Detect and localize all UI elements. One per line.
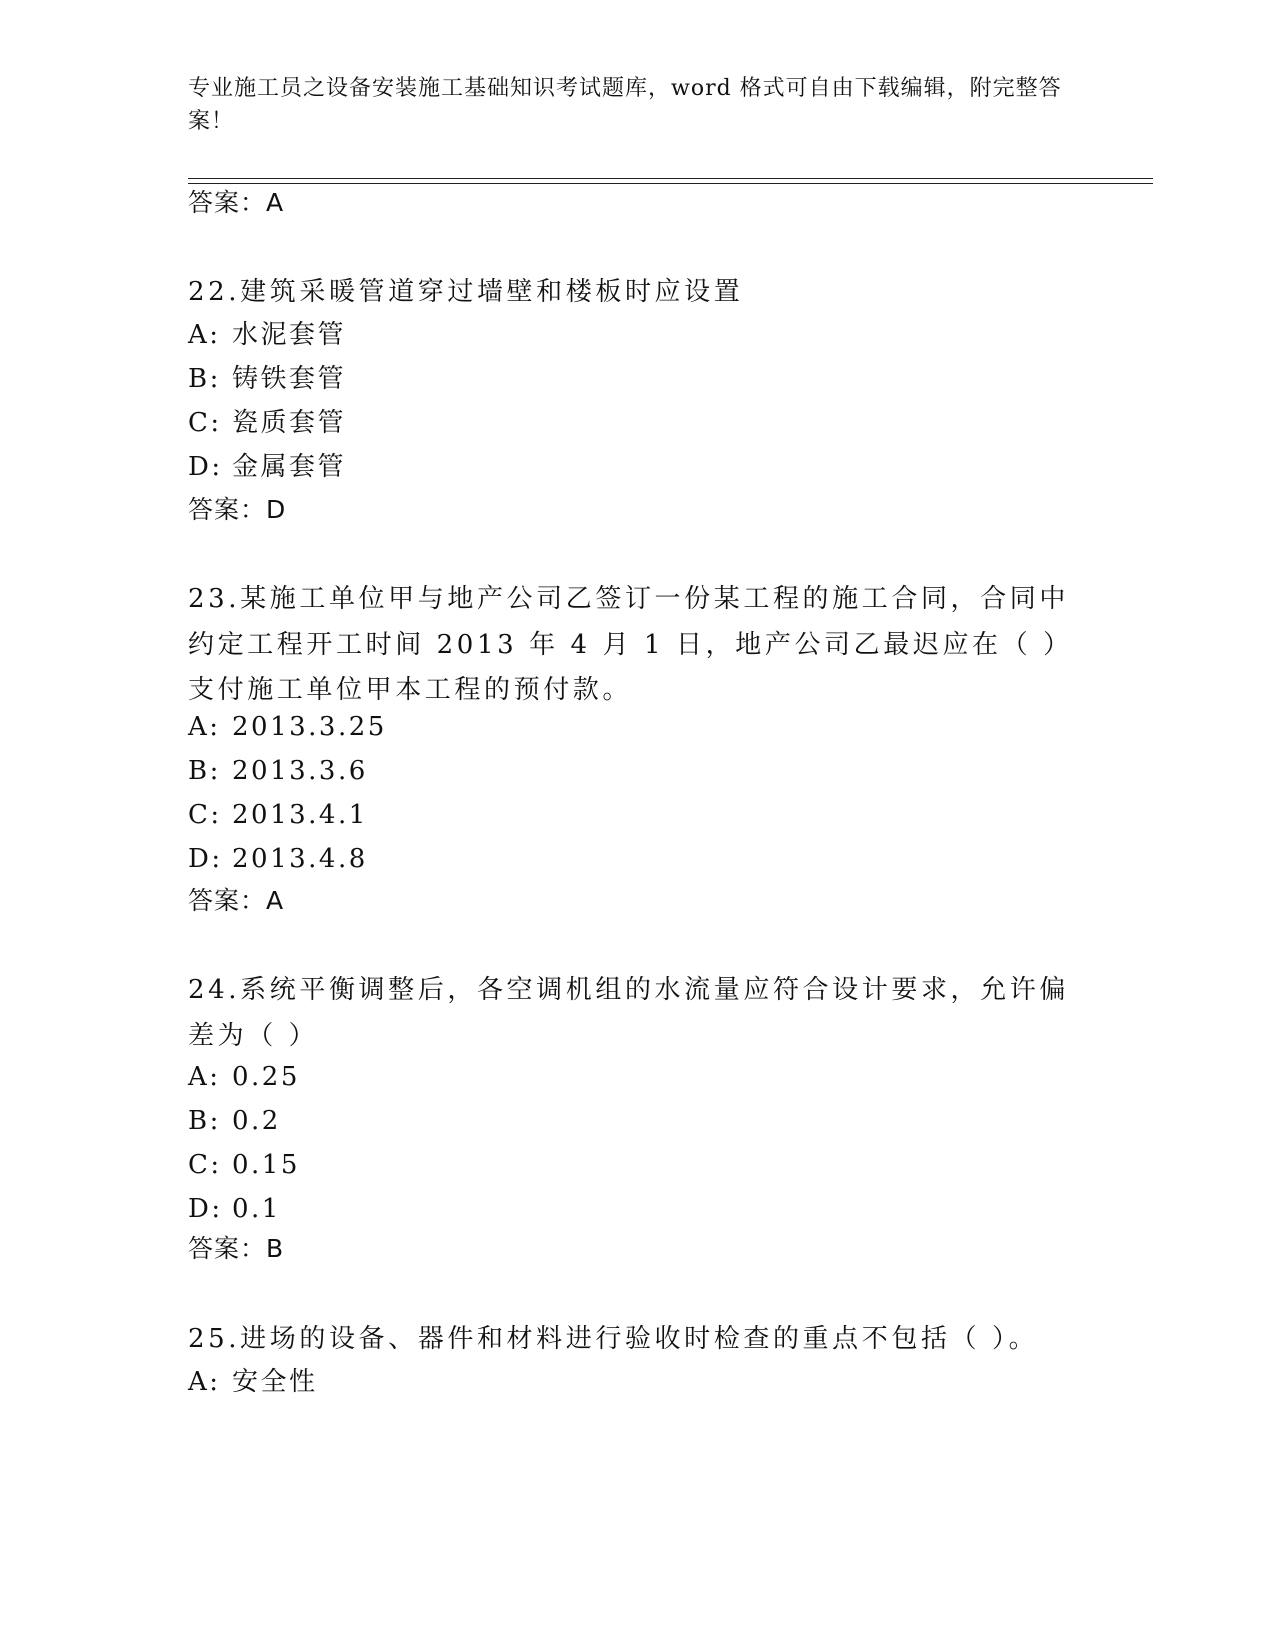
option-text: 水泥套管 — [232, 320, 347, 350]
previous-answer: 答案：A — [188, 188, 285, 217]
option-text: 2013.3.6 — [232, 756, 368, 786]
question-stem: 22.建筑采暖管道穿过墙壁和楼板时应设置 — [188, 277, 744, 307]
option-letter: C: — [188, 408, 222, 438]
option-text: 0.1 — [232, 1194, 281, 1224]
option-b — [188, 751, 368, 791]
answer-line: 答案：D — [188, 495, 287, 524]
option-text: 0.2 — [232, 1106, 281, 1136]
option-letter: C: — [188, 800, 222, 830]
option-text: 2013.4.8 — [232, 844, 368, 874]
document-header: 专业施工员之设备安装施工基础知识考试题库，word 格式可自由下载编辑，附完整答案！ — [188, 76, 1062, 134]
option-c — [188, 1145, 300, 1185]
option-text: 瓷质套管 — [232, 408, 347, 438]
option-text: 2013.4.1 — [232, 800, 368, 830]
option-d — [188, 447, 346, 487]
option-letter: D: — [188, 844, 223, 874]
option-letter: B: — [188, 756, 221, 786]
option-text: 2013.3.25 — [232, 712, 387, 742]
option-text: 0.15 — [232, 1150, 300, 1180]
answer-line: 答案：B — [188, 1234, 285, 1263]
option-letter: B: — [188, 364, 221, 394]
option-text: 金属套管 — [232, 452, 347, 482]
option-letter: A: — [188, 320, 221, 350]
option-a — [188, 1362, 318, 1402]
option-letter: D: — [188, 452, 223, 482]
option-letter: D: — [188, 1194, 223, 1224]
option-c — [188, 795, 368, 835]
header-divider-top — [188, 178, 1153, 179]
option-text: 安全性 — [232, 1367, 318, 1397]
option-a — [188, 707, 387, 747]
option-c — [188, 403, 346, 443]
option-d — [188, 1189, 281, 1229]
answer-line: 答案：A — [188, 886, 285, 915]
question-stem: 23.某施工单位甲与地产公司乙签订一份某工程的施工合同，合同中约定工程开工时间 2013 年 4 月 1 日，地产公司乙最迟应在（ ）支付施工单位甲本工程的预付款。 — [188, 584, 1073, 705]
option-text: 铸铁套管 — [232, 364, 347, 394]
option-b — [188, 1101, 281, 1141]
option-letter: A: — [188, 1367, 221, 1397]
question-stem: 24.系统平衡调整后，各空调机组的水流量应符合设计要求，允许偏差为（ ） — [188, 975, 1069, 1051]
option-text: 0.25 — [232, 1062, 300, 1092]
option-letter: C: — [188, 1150, 222, 1180]
option-a — [188, 1057, 300, 1097]
header-divider-bottom — [188, 183, 1153, 184]
option-letter: A: — [188, 1062, 221, 1092]
question-stem: 25.进场的设备、器件和材料进行验收时检查的重点不包括（ ）。 — [188, 1324, 1039, 1354]
option-d — [188, 839, 368, 879]
option-b — [188, 359, 346, 399]
option-letter: A: — [188, 712, 221, 742]
option-a — [188, 315, 346, 355]
option-letter: B: — [188, 1106, 221, 1136]
